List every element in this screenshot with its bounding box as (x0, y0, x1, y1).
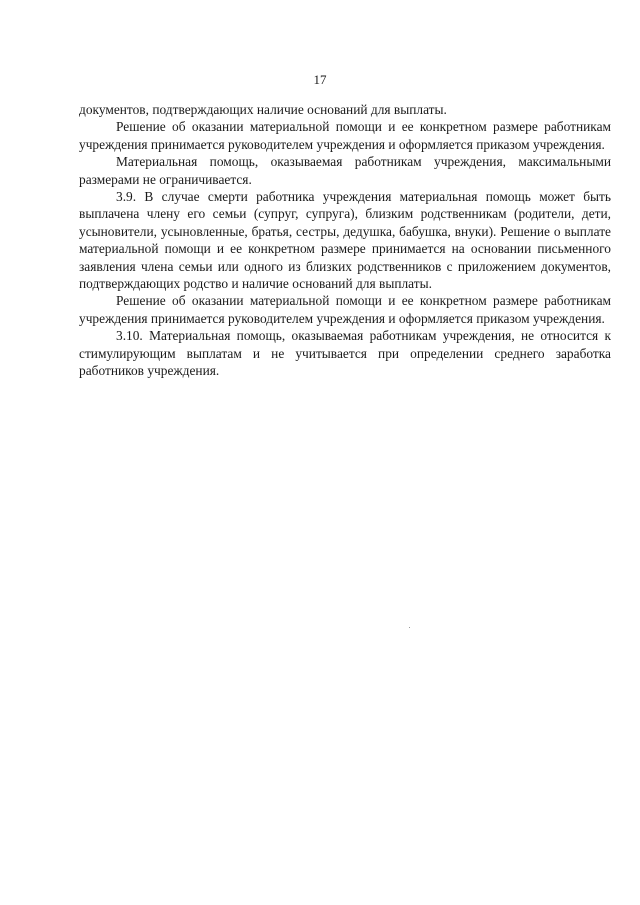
paragraph-decision-1: Решение об оказании материальной помощи и ее конкретном размере работникам учреждения принимается руководителем учреждения и оформляется приказом учреждения. (79, 119, 611, 152)
document-body (79, 101, 611, 380)
paragraph-section-3-9: 3.9. В случае смерти работника учреждения материальная помощь может быть выплачена члену его семьи (супруг, супруга), близким родственникам (родители, дети, усыновители, усыновленные, братья, сестры, дедушка, бабушка, внуки). Решение о выплате материальной помощи и ее конкретном размере принимается на основании письменного заявления члена семьи или одного из близких родственников с приложением документов, подтверждающих родство и наличие оснований для выплаты. (79, 189, 611, 292)
paragraph-section-3-10: 3.10. Материальная помощь, оказываемая работникам учреждения, не относится к стимулирующим выплатам и не учитывается при определении среднего заработка работников учреждения. (79, 328, 611, 379)
paragraph-max-amount: Материальная помощь, оказываемая работникам учреждения, максимальными размерами не ограничивается. (79, 154, 611, 187)
scan-speck (409, 627, 410, 628)
page-number: 17 (313, 72, 327, 87)
paragraph-continuation: документов, подтверждающих наличие оснований для выплаты. (79, 102, 447, 117)
paragraph-decision-2: Решение об оказании материальной помощи и ее конкретном размере работникам учреждения принимается руководителем учреждения и оформляется приказом учреждения. (79, 293, 611, 326)
